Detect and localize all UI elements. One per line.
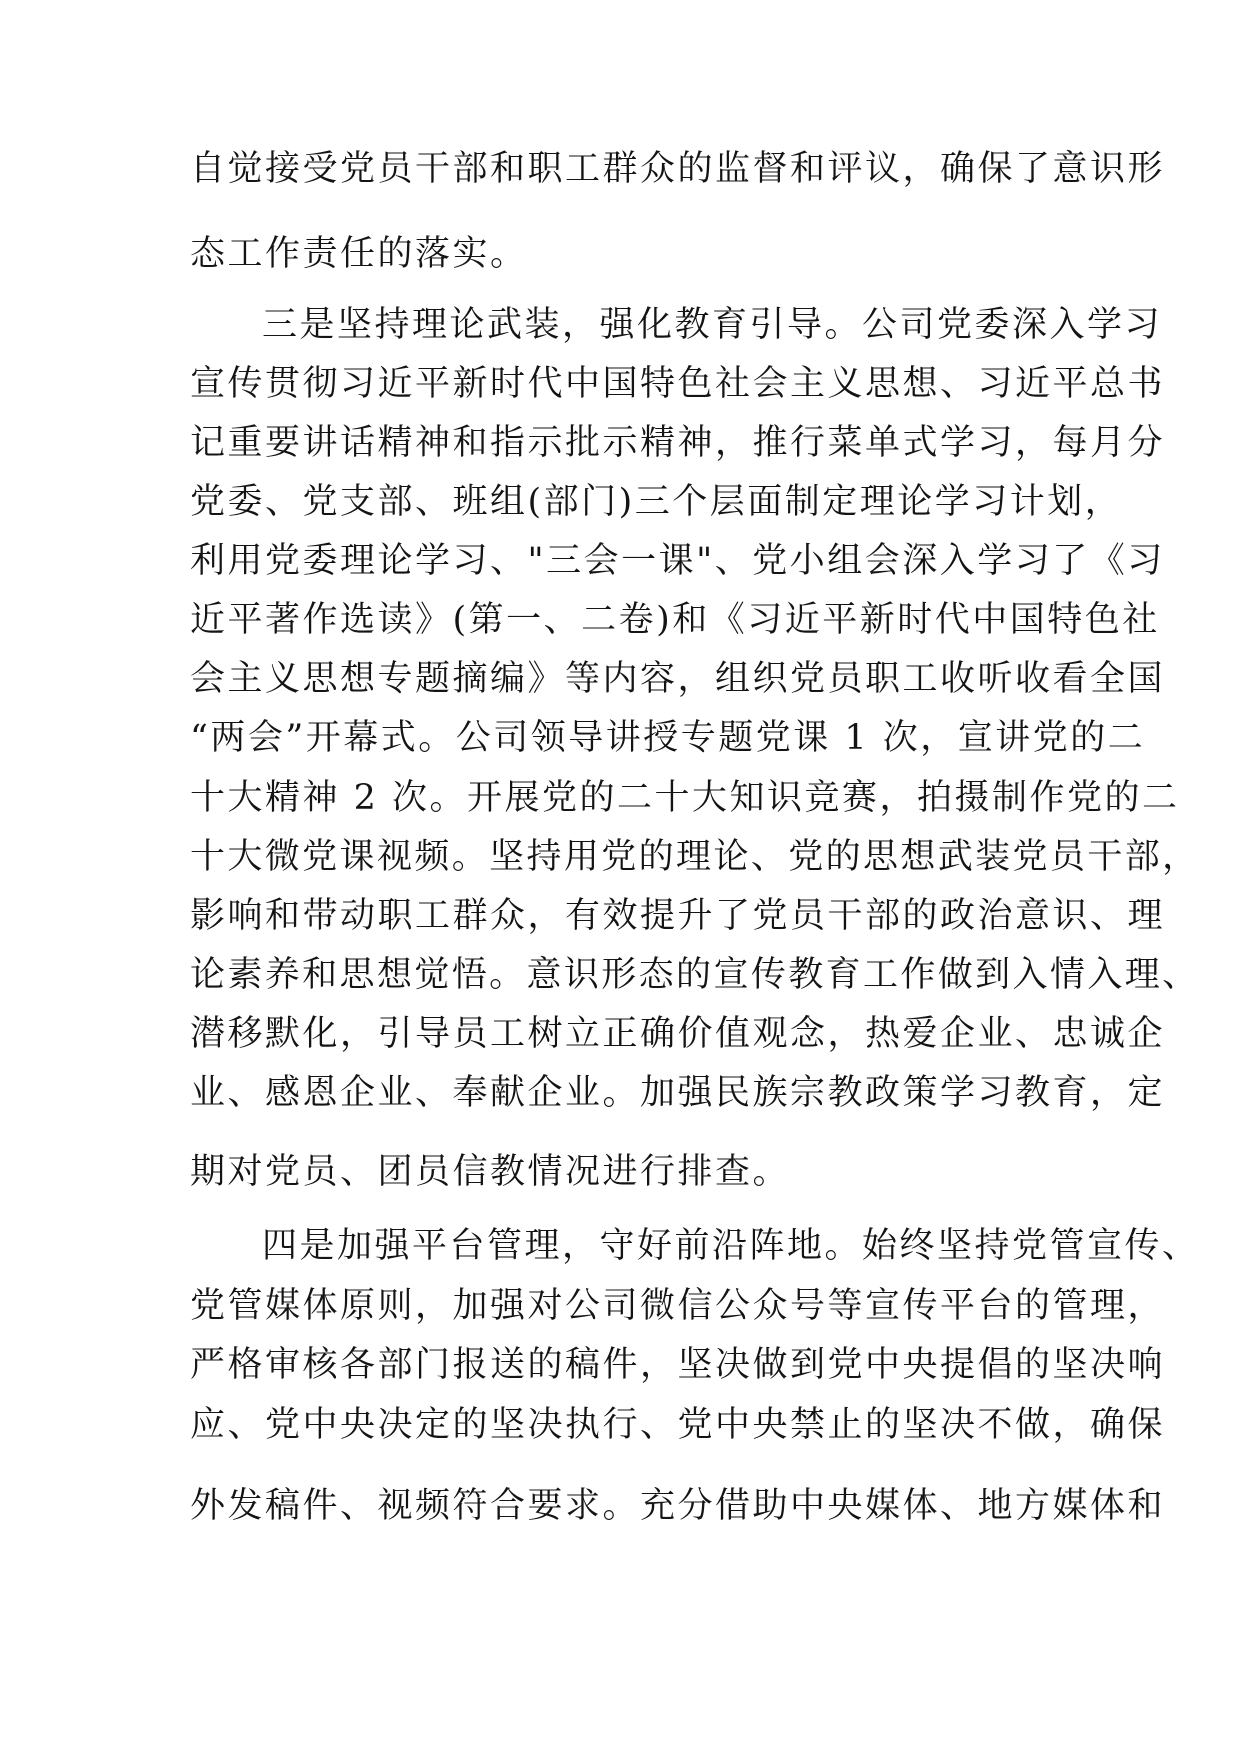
paragraph-start-line: 四是加强平台管理，守好前沿阵地。始终坚持党管宣传、 (262, 1226, 1200, 1266)
text-line: 应、党中央决定的坚决执行、党中央禁止的坚决不做，确保 (190, 1405, 1166, 1445)
text-line: 党委、党支部、班组(部门)三个层面制定理论学习计划， (190, 482, 1123, 522)
text-line: 十大精神 2 次。开展党的二十大知识竞赛，拍摄制作党的二 (190, 778, 1180, 818)
text-line: 党管媒体原则，加强对公司微信公众号等宣传平台的管理， (190, 1286, 1166, 1326)
text-line: 外发稿件、视频符合要求。充分借助中央媒体、地方媒体和 (190, 1486, 1166, 1526)
text-line: 态工作责任的落实。 (190, 234, 528, 274)
text-line: 十大微党课视频。坚持用党的理论、党的思想武装党员干部， (190, 837, 1200, 877)
text-line: 近平著作选读》(第一、二卷)和《习近平新时代中国特色社 (190, 600, 1160, 640)
text-line: 潜移默化，引导员工树立正确价值观念，热爱企业、忠诚企 (190, 1014, 1166, 1054)
text-line: 影响和带动职工群众，有效提升了党员干部的政治意识、理 (190, 896, 1166, 936)
text-line: 宣传贯彻习近平新时代中国特色社会主义思想、习近平总书 (190, 364, 1166, 404)
text-line: 论素养和思想觉悟。意识形态的宣传教育工作做到入情入理、 (190, 955, 1200, 995)
text-line: 严格审核各部门报送的稿件，坚决做到党中央提倡的坚决响 (190, 1345, 1166, 1385)
text-line: 利用党委理论学习、"三会一课"、党小组会深入学习了《习 (190, 541, 1165, 581)
text-line: 自觉接受党员干部和职工群众的监督和评议，确保了意识形 (190, 149, 1166, 189)
text-line: “两会”开幕式。公司领导讲授专题党课 1 次，宣讲党的二 (190, 718, 1146, 758)
paragraph-start-line: 三是坚持理论武装，强化教育引导。公司党委深入学习 (262, 305, 1163, 345)
text-line: 会主义思想专题摘编》等内容，组织党员职工收听收看全国 (190, 659, 1166, 699)
text-line: 记重要讲话精神和指示批示精神，推行菜单式学习，每月分 (190, 423, 1166, 463)
text-line: 业、感恩企业、奉献企业。加强民族宗教政策学习教育，定 (190, 1073, 1166, 1113)
text-line: 期对党员、团员信教情况进行排查。 (190, 1152, 791, 1192)
